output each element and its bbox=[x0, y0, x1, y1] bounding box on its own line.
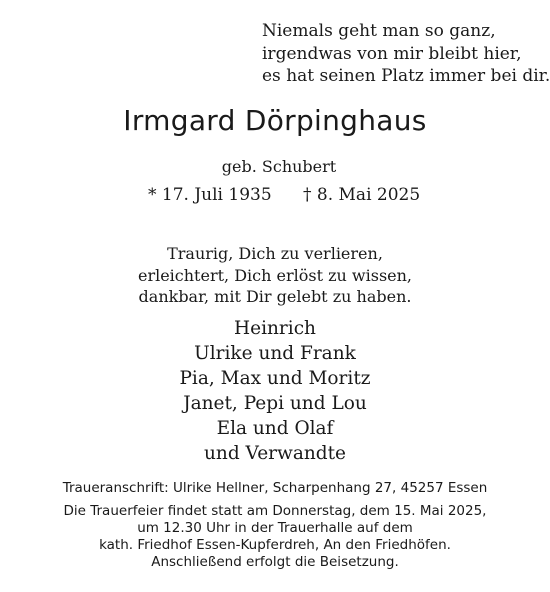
maiden-name: geb. Schubert bbox=[221, 157, 337, 176]
death-date: † 8. Mai 2025 bbox=[303, 185, 421, 205]
mourner-entry: Heinrich bbox=[234, 318, 316, 339]
mourner-entry: Janet, Pepi und Lou bbox=[183, 393, 367, 414]
mourning-verse bbox=[0, 243, 550, 308]
mourning-address: Traueranschrift: Ulrike Hellner, Scharpenhang 27, 45257 Essen bbox=[62, 480, 488, 496]
funeral-notice bbox=[0, 503, 550, 571]
mourner-entry: Ulrike und Frank bbox=[194, 343, 356, 364]
poem-line: es hat seinen Platz immer bei dir. bbox=[262, 66, 550, 86]
verse-line: erleichtert, Dich erlöst zu wissen, bbox=[137, 265, 413, 285]
poem-line: irgendwas von mir bleibt hier, bbox=[262, 43, 522, 64]
birth-date: * 17. Juli 1935 bbox=[148, 185, 272, 205]
mourners-list bbox=[0, 316, 550, 466]
poem-line: Niemals geht man so ganz, bbox=[262, 21, 496, 41]
mourner-entry: Pia, Max und Moritz bbox=[179, 368, 371, 389]
deceased-name: Irmgard Dörpinghaus bbox=[123, 104, 427, 137]
opening-poem bbox=[262, 20, 550, 88]
funeral-line: kath. Friedhof Essen-Kupferdreh, An den Friedhöfen. bbox=[99, 537, 451, 553]
mourner-entry: und Verwandte bbox=[203, 443, 346, 464]
verse-line: dankbar, mit Dir gelebt zu haben. bbox=[138, 287, 412, 306]
funeral-line: Die Trauerfeier findet statt am Donnerstag, dem 15. Mai 2025, bbox=[63, 503, 487, 519]
mourner-entry: Ela und Olaf bbox=[216, 418, 334, 439]
funeral-line: um 12.30 Uhr in der Trauerhalle auf dem bbox=[137, 520, 413, 536]
funeral-line: Anschließend erfolgt die Beisetzung. bbox=[151, 554, 399, 570]
verse-line: Traurig, Dich zu verlieren, bbox=[167, 244, 383, 263]
